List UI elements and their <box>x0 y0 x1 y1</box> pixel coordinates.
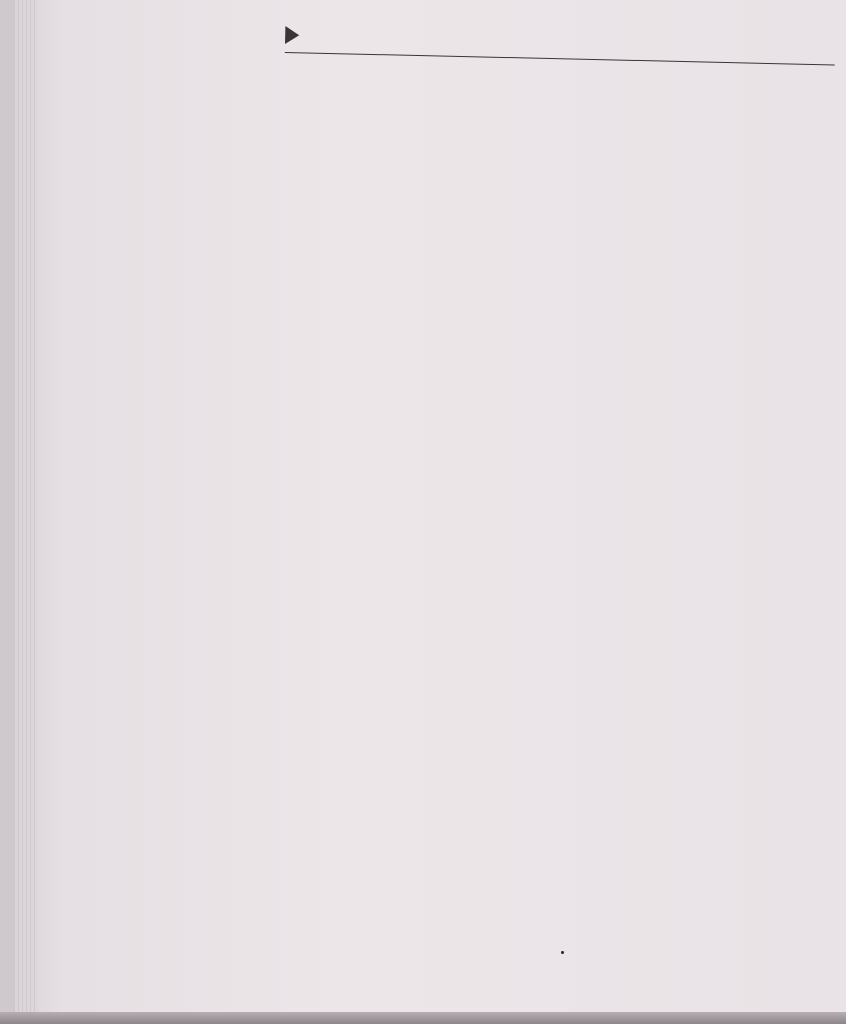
main-text-column <box>284 0 836 89</box>
ink-dot <box>561 951 564 954</box>
book-page <box>14 0 846 1012</box>
triangle-bullet-icon <box>285 26 299 44</box>
subheading <box>284 77 834 89</box>
section-intro-paragraph <box>284 67 834 79</box>
page-edges <box>14 0 38 1012</box>
glossary-definition <box>112 336 272 338</box>
page-bottom-edge <box>0 1012 846 1024</box>
top-paragraphs <box>286 0 836 12</box>
section-heading <box>285 26 835 65</box>
margin-glossary <box>112 316 272 338</box>
final-paragraph <box>284 77 834 89</box>
